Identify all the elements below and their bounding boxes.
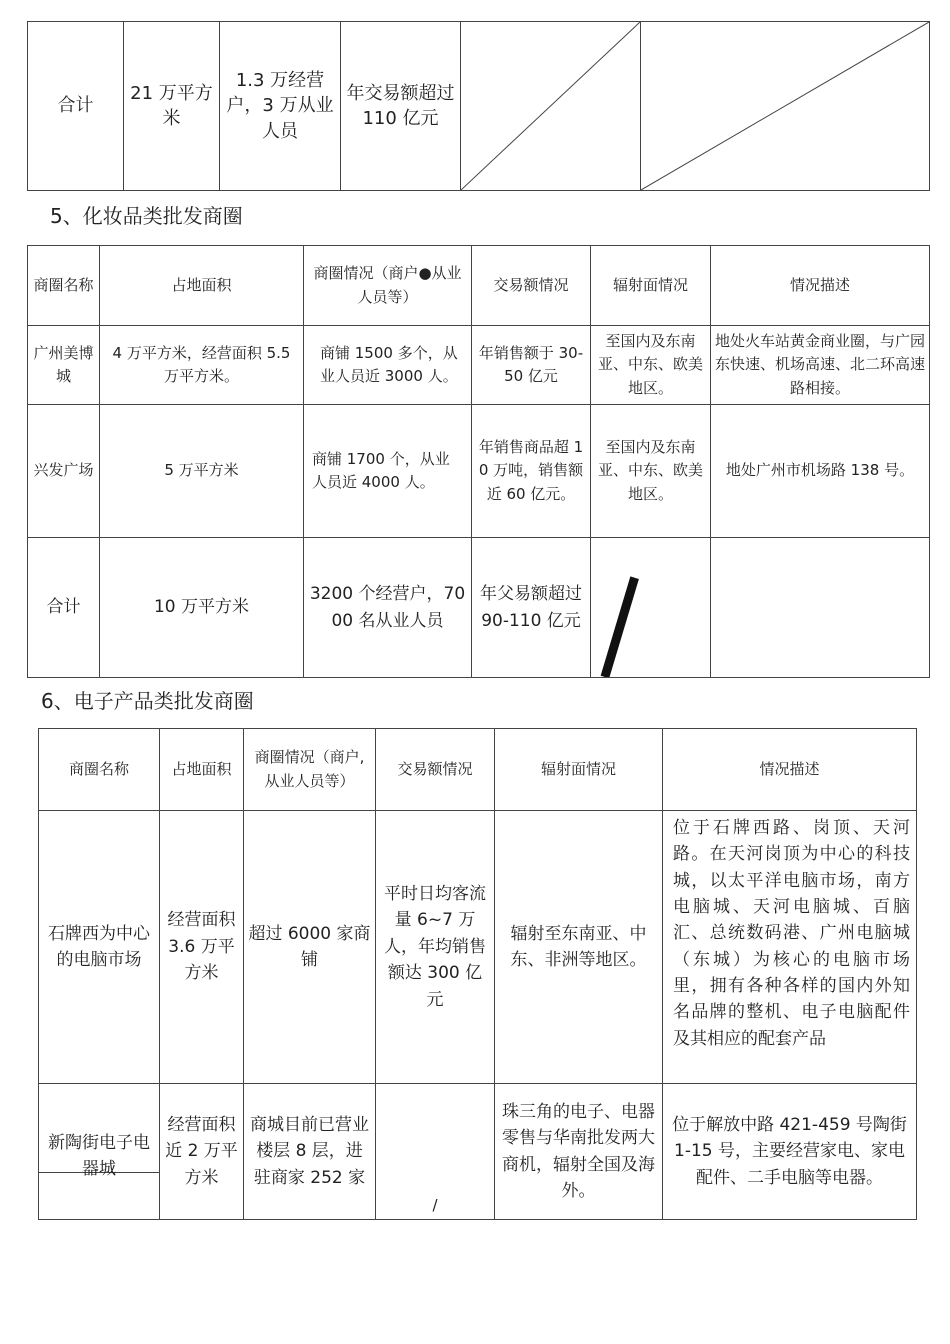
row-description: 地处火车站黄金商业圈，与广园东快速、机场高速、北二环高速路相接。	[711, 326, 930, 405]
row-name: 合计	[28, 538, 100, 678]
header-area: 占地面积	[100, 246, 304, 326]
row-merchants: 超过 6000 家商铺	[244, 811, 376, 1084]
row-area: 经营面积近 2 万平方米	[160, 1084, 244, 1220]
table-row	[28, 538, 930, 678]
header-transaction: 交易额情况	[472, 246, 591, 326]
section-6-title: 6、电子产品类批发商圈	[41, 689, 254, 713]
row-radiation: 至国内及东南亚、中东、欧美地区。	[591, 326, 711, 405]
row-description: 位于解放中路 421-459 号陶街 1-15 号，主要经营家电、家电配件、二手电脑等电器。	[663, 1084, 917, 1220]
row-merchants: 1.3 万经营户，3 万从业人员	[220, 22, 341, 191]
diagonal-cell	[641, 22, 930, 191]
table-header-row	[28, 246, 930, 326]
row-area: 经营面积 3.6 万平方米	[160, 811, 244, 1084]
row-area: 10 万平方米	[100, 538, 304, 678]
header-area: 占地面积	[160, 729, 244, 811]
table-row	[28, 326, 930, 405]
diagonal-cell	[461, 22, 641, 191]
header-merchants: 商圈情况（商户,从业人员等）	[244, 729, 376, 811]
row-transaction: 年销售商品超 10 万吨，销售额近 60 亿元。	[472, 405, 591, 538]
electronics-table	[38, 728, 917, 1220]
header-name: 商圈名称	[28, 246, 100, 326]
row-name-text: 新陶街电子电器城	[48, 1132, 150, 1179]
diagonal-line	[461, 22, 640, 190]
summary-table-top	[27, 21, 930, 191]
row-area: 5 万平方米	[100, 405, 304, 538]
row-name: 兴发广场	[28, 405, 100, 538]
section-5-title: 5、化妆品类批发商圈	[50, 204, 243, 228]
row-description: 地处广州市机场路 138 号。	[711, 405, 930, 538]
header-merchants: 商圈情况（商户●从业人员等）	[304, 246, 472, 326]
row-description	[711, 538, 930, 678]
diagonal-cell	[591, 538, 711, 678]
row-area: 21 万平方米	[124, 22, 220, 191]
row-name	[39, 1084, 160, 1220]
table-row	[39, 1084, 917, 1220]
diagonal-line	[641, 22, 929, 190]
row-name: 合计	[28, 22, 124, 191]
table-row	[39, 811, 917, 1084]
description-clip	[673, 815, 910, 1081]
row-radiation: 珠三角的电子、电器零售与华南批发两大商机，辐射全国及海外。	[495, 1084, 663, 1220]
header-radiation: 辐射面情况	[591, 246, 711, 326]
header-radiation: 辐射面情况	[495, 729, 663, 811]
row-transaction: 年销售额于 30-50 亿元	[472, 326, 591, 405]
row-name: 石牌西为中心的电脑市场	[39, 811, 160, 1084]
table-row	[28, 405, 930, 538]
row-transaction: 年交易额超过 110 亿元	[341, 22, 461, 191]
row-merchants: 商铺 1500 多个，从业人员近 3000 人。	[304, 326, 472, 405]
diagonal-slash	[591, 538, 710, 677]
header-name: 商圈名称	[39, 729, 160, 811]
description-text: 位于石牌西路、岗顶、天河路。在天河岗顶为中心的科技城，以太平洋电脑市场，南方电脑城、天河电脑城、百脑汇、总统数码港、广州电脑城（东城）为核心的电脑市场里，拥有各种各样的国内外知名品牌的整机、电子电脑配件及其相应的配套产品	[673, 818, 910, 1049]
header-description: 情况描述	[711, 246, 930, 326]
table-header-row	[39, 729, 917, 811]
row-description	[663, 811, 917, 1084]
header-transaction: 交易额情况	[376, 729, 495, 811]
row-transaction: 年父易额超过 90-110 亿元	[472, 538, 591, 678]
row-transaction: 平时日均客流量 6~7 万人，年均销售额达 300 亿元	[376, 811, 495, 1084]
header-description: 情况描述	[663, 729, 917, 811]
row-area: 4 万平方米，经营面积 5.5 万平方米。	[100, 326, 304, 405]
row-name: 广州美博城	[28, 326, 100, 405]
row-merchants: 商铺 1700 个，从业 人员近 4000 人。	[304, 405, 472, 538]
row-transaction: /	[376, 1084, 495, 1220]
row-radiation: 至国内及东南亚、中东、欧美地区。	[591, 405, 711, 538]
row-merchants: 3200 个经营户，7000 名从业人员	[304, 538, 472, 678]
table-row	[28, 22, 930, 191]
cosmetics-table	[27, 245, 930, 678]
row-radiation: 辐射至东南亚、中东、非洲等地区。	[495, 811, 663, 1084]
row-merchants: 商城目前已营业楼层 8 层，进驻商家 252 家	[244, 1084, 376, 1220]
